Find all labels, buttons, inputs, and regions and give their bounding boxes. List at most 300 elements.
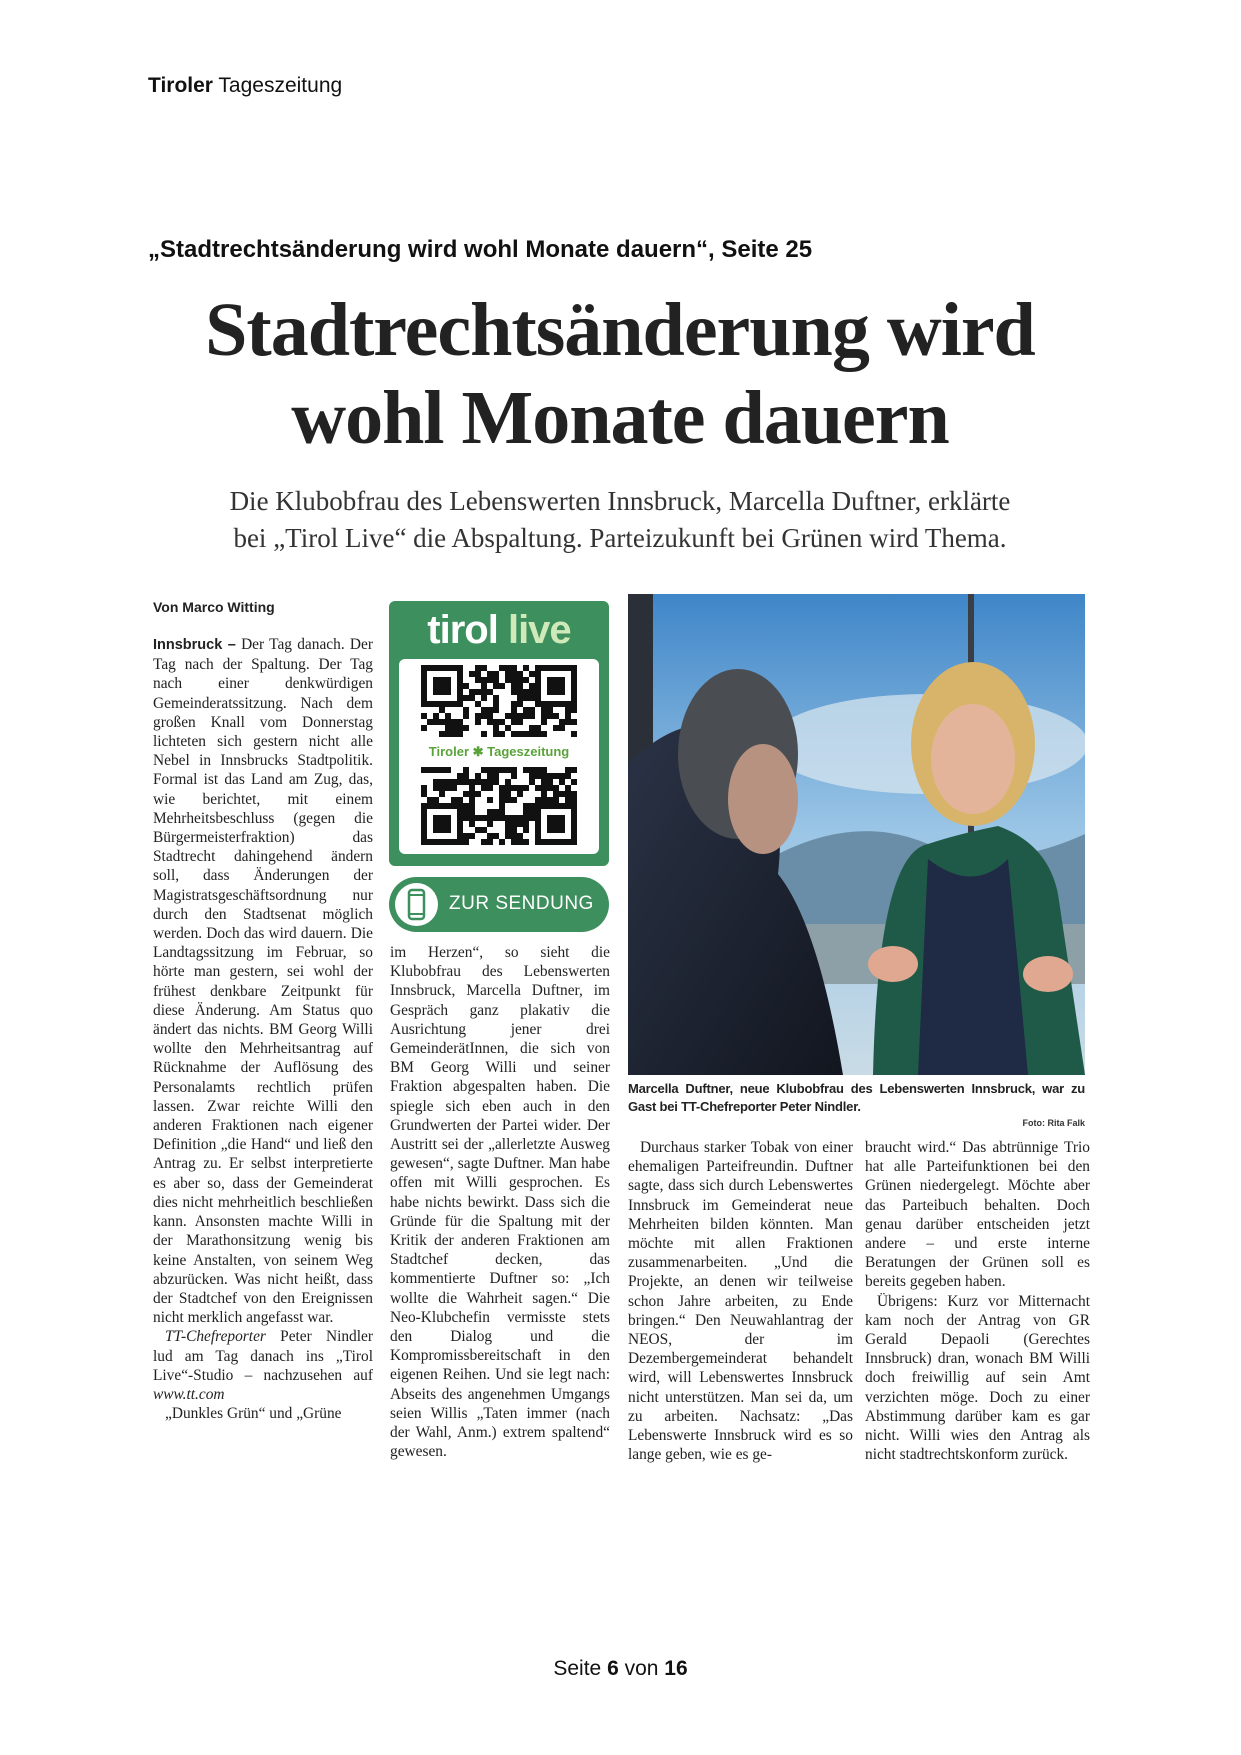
qr-module: [535, 731, 541, 737]
qr-module: [517, 815, 523, 821]
qr-module: [571, 791, 577, 797]
qr-module: [529, 671, 535, 677]
qr-module: [421, 767, 427, 773]
qr-module: [511, 683, 517, 689]
promo-title: [389, 607, 609, 653]
qr-module: [493, 695, 499, 701]
qr-module: [475, 791, 481, 797]
qr-module: [499, 719, 505, 725]
qr-module: [475, 827, 481, 833]
qr-module: [565, 797, 571, 803]
website-link[interactable]: www.tt.com: [153, 1385, 225, 1403]
column-3: [628, 1138, 853, 1510]
qr-module: [529, 713, 535, 719]
deck-line: Die Klubobfrau des Lebenswerten Innsbruck, Marcella Duftner, erklärte: [229, 486, 1011, 516]
qr-module: [487, 785, 493, 791]
qr-module: [517, 731, 523, 737]
publication-header: [148, 74, 342, 98]
qr-module: [427, 719, 433, 725]
qr-module: [463, 803, 469, 809]
qr-module: [439, 767, 445, 773]
qr-module: [463, 695, 469, 701]
qr-module: [571, 731, 577, 737]
qr-module: [535, 767, 541, 773]
qr-module: [499, 683, 505, 689]
qr-module: [571, 779, 577, 785]
qr-module: [481, 827, 487, 833]
qr-module: [541, 791, 547, 797]
photo-caption: Marcella Duftner, neue Klubobfrau des Lebenswerten Innsbruck, war zu Gast bei TT-Chefreporter Peter Nindler.: [628, 1081, 1085, 1114]
paragraph-text: Peter Nindler lud am Tag danach ins „Tirol Live“-Studio – nachzusehen auf: [153, 1328, 373, 1384]
qr-module: [481, 767, 487, 773]
qr-module: [517, 695, 523, 701]
qr-module: [457, 773, 463, 779]
headline-line: wohl Monate dauern: [291, 376, 949, 460]
qr-module: [487, 797, 493, 803]
qr-module: [457, 797, 463, 803]
qr-module: [475, 671, 481, 677]
qr-module: [499, 797, 505, 803]
qr-module: [565, 791, 571, 797]
zur-sendung-button[interactable]: [389, 877, 609, 932]
qr-module: [559, 773, 565, 779]
qr-module: [517, 701, 523, 707]
column-2: [390, 943, 610, 1509]
qr-module: [565, 767, 571, 773]
qr-module: [505, 815, 511, 821]
qr-module: [493, 725, 499, 731]
qr-module: [487, 719, 493, 725]
qr-module: [553, 713, 559, 719]
qr-finder: [433, 815, 451, 833]
qr-module: [505, 797, 511, 803]
qr-module: [457, 725, 463, 731]
deck: [100, 483, 1140, 557]
qr-module: [499, 767, 505, 773]
qr-module: [529, 767, 535, 773]
qr-module: [487, 815, 493, 821]
paragraph: im Herzen“, so sieht die Klubobfrau des Lebenswerten Innsbruck, Marcella Duftner, im Gespräch ganz plakativ die Ausrichtung jener drei GemeinderätInnen, die sich von BM Georg Willi und seiner Fraktion abgespalten haben. Die spiegle sich eben auch in den Grundwerten der Partei wider. Der Austritt sei der „allerletzte Ausweg gewesen“, sagte Duftner. Man habe offen mit Willi gesprochen. Es habe nichts bewirkt. Dass sich die Gründe für die Spaltung mit der Kritik der anderen Fraktionen am Stadtchef decken, das kommentierte Duftner so: „Ich wollte die Wahrheit sagen.“ Die Neo-Klubchefin vermisste stets den Dialog und die Kompromissbereitschaft in den eigenen Reihen. Und sie legt nach: Abseits des angenehmen Umgangs seien Willis „Taten immer (nach der Wahl, Anm.) extrem spaltend“ gewesen.: [390, 944, 610, 1461]
qr-module: [511, 677, 517, 683]
qr-module: [505, 713, 511, 719]
qr-module: [523, 665, 529, 671]
qr-module: [523, 707, 529, 713]
qr-module: [469, 797, 475, 803]
qr-module: [481, 695, 487, 701]
qr-module: [469, 671, 475, 677]
qr-module: [541, 731, 547, 737]
qr-module: [469, 791, 475, 797]
qr-module: [523, 731, 529, 737]
qr-module: [547, 773, 553, 779]
qr-module: [511, 827, 517, 833]
qr-module: [529, 707, 535, 713]
qr-module: [547, 785, 553, 791]
qr-module: [421, 791, 427, 797]
qr-module: [451, 731, 457, 737]
footer-text: von: [618, 1657, 665, 1680]
qr-module: [469, 803, 475, 809]
qr-module: [565, 773, 571, 779]
qr-module: [475, 719, 481, 725]
qr-module: [529, 773, 535, 779]
qr-module: [511, 833, 517, 839]
qr-module: [547, 779, 553, 785]
qr-module: [457, 779, 463, 785]
brand-bold: Tiroler: [148, 74, 213, 97]
qr-module: [487, 689, 493, 695]
qr-module: [493, 683, 499, 689]
qr-module: [439, 791, 445, 797]
qr-module: [499, 665, 505, 671]
promo-brand-logo: Tiroler ✱ Tageszeitung: [428, 744, 570, 759]
qr-module: [535, 725, 541, 731]
qr-module: [463, 791, 469, 797]
qr-module: [529, 815, 535, 821]
qr-module: [529, 683, 535, 689]
qr-module: [433, 779, 439, 785]
qr-module: [511, 665, 517, 671]
qr-module: [481, 689, 487, 695]
qr-module: [511, 773, 517, 779]
qr-module: [505, 725, 511, 731]
qr-module: [463, 713, 469, 719]
promo-title-part: tirol: [427, 608, 498, 652]
qr-module: [565, 713, 571, 719]
qr-module: [523, 815, 529, 821]
qr-code-panel: [399, 659, 599, 854]
deck-line: bei „Tirol Live“ die Abspaltung. Parteizukunft bei Grünen wird Thema.: [233, 523, 1007, 553]
qr-module: [469, 809, 475, 815]
paragraph: Durchaus starker Tobak von einer ehemaligen Parteifreundin. Duftner sagte, dass sich durch Lebenswertes Innsbruck im Gemeinderat neue Mehrheiten bilden könnten. Man möchte mit allen Fraktionen zusammenarbeiten. „Und die Projekte, an denen wir teilweise schon Jahre arbeiten, zu Ende bringen.“ Den Neuwahlantrag der NEOS, der im Dezembergemeinderat behandelt wird, will Lebenswertes Innsbruck nicht unterstützen. Man sei da, um zu arbeiten. Nachsatz: „Das Lebenswerte Innsbruck wird es so lange geben, wie es ge-: [628, 1139, 853, 1464]
qr-module: [559, 725, 565, 731]
qr-module: [517, 713, 523, 719]
qr-module: [535, 797, 541, 803]
qr-module: [493, 779, 499, 785]
qr-module: [511, 707, 517, 713]
qr-module: [427, 797, 433, 803]
qr-module: [475, 815, 481, 821]
qr-module: [475, 779, 481, 785]
qr-module: [529, 695, 535, 701]
tirol-live-promo[interactable]: [389, 601, 609, 866]
qr-code-icon: [421, 767, 577, 845]
qr-module: [493, 707, 499, 713]
qr-module: [487, 671, 493, 677]
qr-module: [439, 707, 445, 713]
qr-module: [505, 791, 511, 797]
qr-module: [463, 767, 469, 773]
qr-module: [559, 791, 565, 797]
qr-module: [529, 689, 535, 695]
qr-module: [463, 809, 469, 815]
qr-module: [481, 815, 487, 821]
qr-module: [529, 803, 535, 809]
qr-module: [523, 713, 529, 719]
qr-module: [427, 767, 433, 773]
qr-module: [511, 821, 517, 827]
qr-module: [487, 833, 493, 839]
qr-module: [505, 779, 511, 785]
qr-module: [541, 779, 547, 785]
qr-module: [445, 713, 451, 719]
qr-module: [493, 773, 499, 779]
qr-module: [451, 779, 457, 785]
qr-module: [523, 809, 529, 815]
qr-module: [529, 809, 535, 815]
qr-module: [541, 767, 547, 773]
dateline: Innsbruck –: [153, 637, 236, 653]
qr-module: [463, 707, 469, 713]
qr-module: [511, 797, 517, 803]
qr-module: [523, 695, 529, 701]
qr-module: [529, 725, 535, 731]
qr-module: [433, 719, 439, 725]
qr-module: [487, 707, 493, 713]
qr-module: [457, 719, 463, 725]
qr-module: [469, 695, 475, 701]
qr-module: [469, 833, 475, 839]
qr-module: [523, 767, 529, 773]
article-reference: „Stadtrechtsänderung wird wohl Monate dauern“, Seite 25: [148, 236, 813, 263]
qr-module: [511, 839, 517, 845]
column-4: [865, 1138, 1090, 1510]
button-label: ZUR SENDUNG: [449, 893, 594, 914]
qr-module: [487, 713, 493, 719]
qr-module: [511, 689, 517, 695]
qr-module: [469, 821, 475, 827]
qr-module: [475, 773, 481, 779]
qr-module: [517, 833, 523, 839]
qr-module: [463, 779, 469, 785]
qr-module: [517, 683, 523, 689]
qr-module: [439, 719, 445, 725]
qr-module: [451, 785, 457, 791]
qr-module: [451, 797, 457, 803]
qr-module: [481, 707, 487, 713]
qr-module: [487, 821, 493, 827]
qr-module: [517, 719, 523, 725]
smartphone-icon: [395, 883, 438, 926]
qr-module: [499, 791, 505, 797]
qr-module: [445, 725, 451, 731]
qr-module: [451, 725, 457, 731]
qr-module: [481, 779, 487, 785]
qr-module: [439, 785, 445, 791]
qr-module: [475, 665, 481, 671]
qr-module: [457, 731, 463, 737]
qr-finder: [547, 815, 565, 833]
qr-module: [493, 719, 499, 725]
brand-rest: Tageszeitung: [212, 74, 343, 97]
qr-module: [571, 797, 577, 803]
page-total: 16: [664, 1657, 688, 1680]
qr-module: [523, 785, 529, 791]
qr-module: [541, 773, 547, 779]
qr-module: [511, 815, 517, 821]
paragraph: Übrigens: Kurz vor Mitternacht kam noch der Antrag von GR Gerald Depaoli (Gerechtes Innsbruck) dran, wonach BM Willi doch freiwillig auf sein Amt verzichten möge. Doch zu einer Abstimmung darüber kam es gar nicht. Willi wies den Antrag als nicht stadtrechtskonform zurück.: [865, 1292, 1090, 1464]
qr-module: [523, 821, 529, 827]
qr-module: [493, 809, 499, 815]
qr-module: [493, 833, 499, 839]
qr-module: [481, 665, 487, 671]
qr-module: [559, 779, 565, 785]
qr-module: [469, 689, 475, 695]
qr-module: [433, 797, 439, 803]
qr-module: [487, 779, 493, 785]
qr-module: [505, 767, 511, 773]
qr-module: [541, 719, 547, 725]
qr-module: [511, 701, 517, 707]
paragraph: „Dunkles Grün“ und „Grüne: [165, 1405, 342, 1423]
qr-module: [493, 815, 499, 821]
qr-module: [463, 815, 469, 821]
qr-module: [553, 773, 559, 779]
qr-module: [493, 731, 499, 737]
qr-module: [565, 785, 571, 791]
byline: Von Marco Witting: [153, 599, 275, 615]
qr-module: [523, 839, 529, 845]
qr-module: [547, 797, 553, 803]
qr-module: [541, 785, 547, 791]
footer-text: Seite: [553, 1657, 608, 1680]
qr-module: [517, 677, 523, 683]
qr-module: [433, 713, 439, 719]
qr-module: [445, 767, 451, 773]
qr-module: [499, 803, 505, 809]
qr-module: [499, 731, 505, 737]
paragraph: [153, 1327, 373, 1404]
page-footer: [0, 1657, 1241, 1681]
qr-module: [481, 785, 487, 791]
qr-module: [553, 725, 559, 731]
qr-module: [499, 785, 505, 791]
qr-module: [511, 719, 517, 725]
qr-module: [553, 797, 559, 803]
qr-module: [475, 689, 481, 695]
qr-module: [421, 785, 427, 791]
qr-module: [463, 773, 469, 779]
qr-module: [463, 833, 469, 839]
qr-module: [565, 707, 571, 713]
qr-module: [523, 677, 529, 683]
italic-text: TT-Chefreporter: [165, 1328, 266, 1346]
qr-module: [553, 791, 559, 797]
qr-module: [541, 707, 547, 713]
qr-module: [493, 671, 499, 677]
qr-module: [475, 677, 481, 683]
qr-module: [505, 833, 511, 839]
qr-module: [463, 839, 469, 845]
qr-module: [505, 821, 511, 827]
headline: [100, 286, 1140, 462]
qr-module: [535, 785, 541, 791]
qr-module: [439, 731, 445, 737]
qr-module: [445, 785, 451, 791]
qr-module: [439, 779, 445, 785]
qr-module: [511, 731, 517, 737]
qr-module: [529, 731, 535, 737]
qr-module: [493, 767, 499, 773]
qr-module: [463, 683, 469, 689]
qr-module: [511, 713, 517, 719]
qr-module: [481, 731, 487, 737]
qr-module: [499, 815, 505, 821]
paragraph: [153, 635, 373, 1327]
qr-module: [505, 827, 511, 833]
qr-module: [571, 767, 577, 773]
qr-module: [421, 713, 427, 719]
qr-code-icon: [421, 665, 577, 741]
qr-module: [487, 677, 493, 683]
qr-module: [475, 713, 481, 719]
qr-module: [541, 797, 547, 803]
qr-module: [469, 779, 475, 785]
photo-credit: Foto: Rita Falk: [1022, 1118, 1085, 1128]
qr-module: [535, 773, 541, 779]
headline-line: Stadtrechtsänderung wird: [205, 288, 1035, 372]
qr-module: [571, 707, 577, 713]
qr-module: [505, 677, 511, 683]
qr-module: [499, 809, 505, 815]
paragraph: braucht wird.“ Das abtrünnige Trio hat alle Parteifunktionen bei den Grünen niedergelegt. Möchte aber das Parteibuch behalten. Doch genau darüber entscheiden jetzt andere – und erste interne Beratungen der Grünen soll es bereits gegeben haben.: [865, 1139, 1090, 1291]
column-1: [153, 635, 373, 1510]
qr-module: [523, 689, 529, 695]
qr-module: [505, 671, 511, 677]
qr-module: [481, 683, 487, 689]
article-photo: [628, 594, 1085, 1075]
qr-module: [511, 785, 517, 791]
qr-module: [433, 767, 439, 773]
qr-module: [523, 803, 529, 809]
qr-module: [559, 719, 565, 725]
qr-module: [445, 719, 451, 725]
qr-module: [493, 701, 499, 707]
qr-module: [469, 785, 475, 791]
qr-module: [571, 719, 577, 725]
qr-module: [451, 719, 457, 725]
paragraph-text: Der Tag danach. Der Tag nach der Spaltung. Der Tag nach einer denkwürdigen Gemeinderatssitzung. Nach dem großen Knall vom Donnerstag lichteten sich gestern nicht alle Nebel in Innsbrucks Stadtpolitik. Formal ist das Land am Zug, das, wie berichtet, mit einem Mehrheitsbeschluss (gegen die Bürgermeisterfraktion) das Stadtrecht dahingehend ändern soll, dass Änderungen der Magistratsgeschäftsordnung nur durch den Stadtsenat möglich werden. Doch das wird dauern. Die Landtagssitzung im Februar, so hörte man gestern, sei wohl der frühest denkbare Zeitpunkt für diese Änderung. Am Status quo ändert das nichts. BM Georg Willi wollte den Mehrheitsantrag auf Rücknahme der Auflösung des Personalamts rechtlich prüfen lassen. Zwar reichte Willi den anderen Fraktionen nach eigener Definition „die Hand“ und ließ den Antrag zu. Er selbst interpretierte es aber so, dass der Gemeinderat dies nicht mehrheitlich beschließen kann. Ansonsten machte Willi in der Marathonsitzung wenig bis keine Anstalten, von seinem Weg abzurücken. Was nicht heißt, dass der Stadtchef von den Ereignissen nicht merklich angefasst war.: [153, 636, 373, 1327]
qr-module: [433, 785, 439, 791]
qr-module: [505, 785, 511, 791]
qr-module: [517, 671, 523, 677]
qr-finder: [547, 677, 565, 695]
qr-module: [481, 839, 487, 845]
qr-module: [493, 677, 499, 683]
qr-module: [523, 827, 529, 833]
qr-module: [445, 779, 451, 785]
qr-module: [487, 839, 493, 845]
qr-module: [499, 839, 505, 845]
qr-module: [547, 707, 553, 713]
qr-module: [481, 677, 487, 683]
qr-module: [511, 767, 517, 773]
qr-module: [553, 785, 559, 791]
qr-module: [517, 689, 523, 695]
qr-module: [517, 839, 523, 845]
qr-module: [505, 665, 511, 671]
qr-module: [481, 713, 487, 719]
qr-module: [463, 725, 469, 731]
qr-module: [511, 671, 517, 677]
qr-module: [565, 719, 571, 725]
qr-module: [487, 767, 493, 773]
qr-module: [541, 713, 547, 719]
qr-module: [469, 815, 475, 821]
qr-module: [475, 701, 481, 707]
promo-title-part: live: [497, 608, 571, 652]
qr-module: [487, 773, 493, 779]
